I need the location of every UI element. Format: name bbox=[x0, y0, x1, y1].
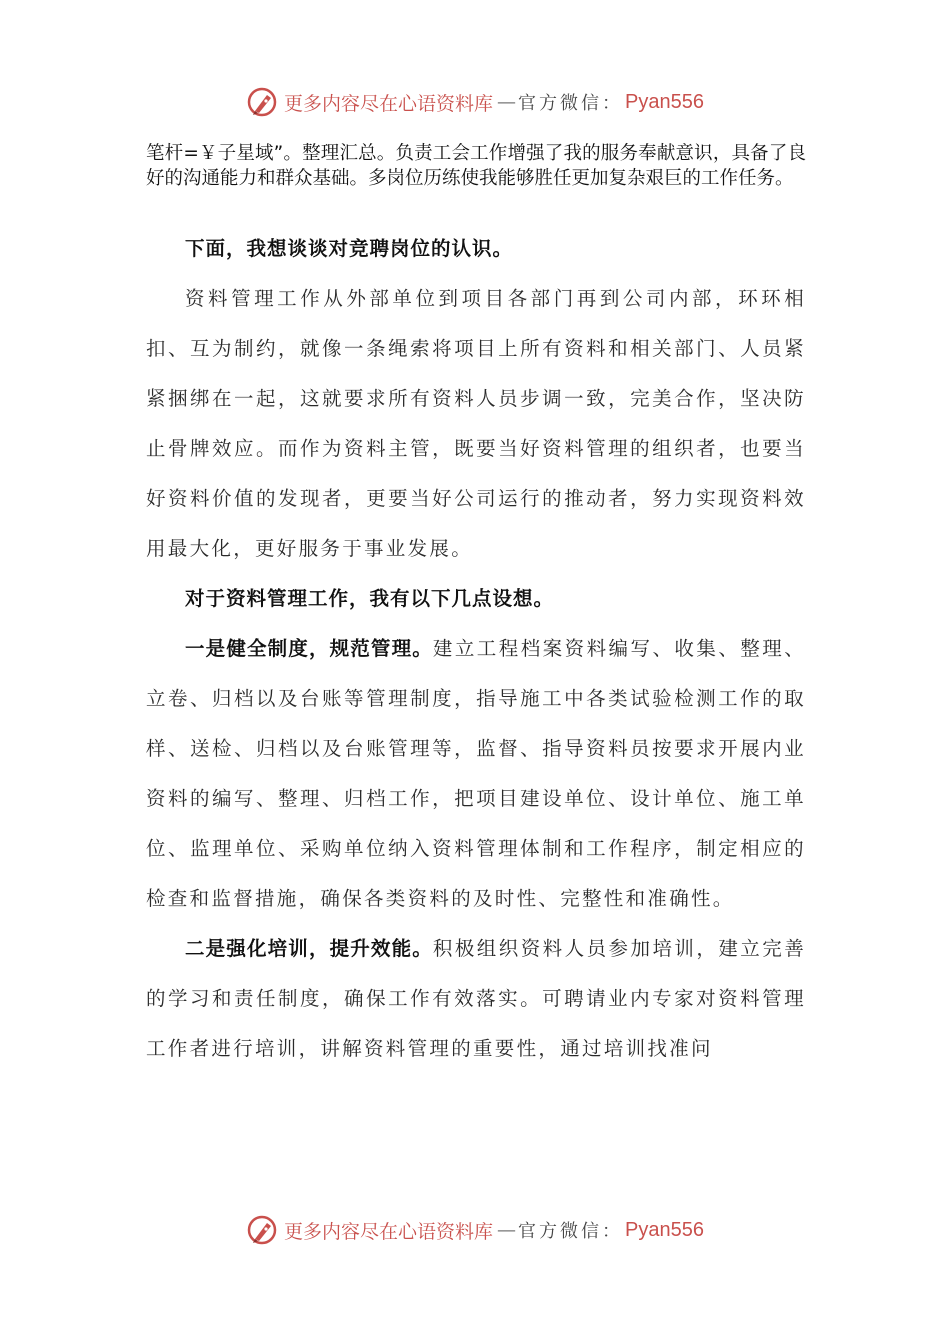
point-1-body: 建立工程档案资料编写、收集、整理、立卷、归档以及台账等管理制度，指导施工中各类试验检测工作的取样、送检、归档以及台账管理等，监督、指导资料员按要求开展内业资料的编写、整理、归档工作，把项目建设单位、设计单位、施工单位、监理单位、采购单位纳入资料管理体制和工作程序，制定相应的检查和监督措施，确保各类资料的及时性、完整性和准确性。 bbox=[146, 637, 806, 910]
point-1-paragraph bbox=[146, 624, 806, 924]
wechat-label: 官方微信： bbox=[518, 93, 624, 114]
intro-paragraph: 笔杆=￥子星域”。整理汇总。负责工会工作增强了我的服务奉献意识，具备了良好的沟通能力和群众基础。多岗位历练使我能够胜任更加复杂艰巨的工作任务。 bbox=[146, 143, 806, 189]
point-1-lead: 一是健全制度，规范管理。 bbox=[185, 637, 433, 660]
pen-nib-logo-icon bbox=[246, 1214, 278, 1246]
point-2-paragraph bbox=[146, 924, 806, 1074]
point-2-lead: 二是强化培训，提升效能。 bbox=[185, 937, 433, 960]
site-name: 更多内容尽在心语资料库 bbox=[284, 1220, 494, 1243]
document-body bbox=[146, 224, 806, 1074]
wechat-label: 官方微信： bbox=[518, 1221, 624, 1242]
banner-dash: — bbox=[497, 91, 515, 113]
banner-dash: — bbox=[497, 1219, 515, 1241]
header-banner bbox=[0, 82, 950, 122]
site-name: 更多内容尽在心语资料库 bbox=[284, 92, 494, 115]
section-heading-2: 对于资料管理工作，我有以下几点设想。 bbox=[185, 587, 555, 610]
point-2-body: 积极组织资料人员参加培训，建立完善的学习和责任制度，确保工作有效落实。可聘请业内专家对资料管理工作者进行培训，讲解资料管理的重要性，通过培训找准问 bbox=[146, 937, 806, 1060]
pen-nib-logo-icon bbox=[246, 86, 278, 118]
paragraph-1: 资料管理工作从外部单位到项目各部门再到公司内部，环环相扣、互为制约，就像一条绳索将项目上所有资料和相关部门、人员紧紧捆绑在一起，这就要求所有资料人员步调一致，完美合作，坚决防止骨牌效应。而作为资料主管，既要当好资料管理的组织者，也要当好资料价值的发现者，更要当好公司运行的推动者，努力实现资料效用最大化，更好服务于事业发展。 bbox=[146, 287, 806, 560]
footer-banner bbox=[0, 1210, 950, 1250]
section-heading-1: 下面，我想谈谈对竞聘岗位的认识。 bbox=[185, 237, 514, 260]
wechat-id: Pyan556 bbox=[625, 1218, 704, 1241]
wechat-id: Pyan556 bbox=[625, 90, 704, 113]
